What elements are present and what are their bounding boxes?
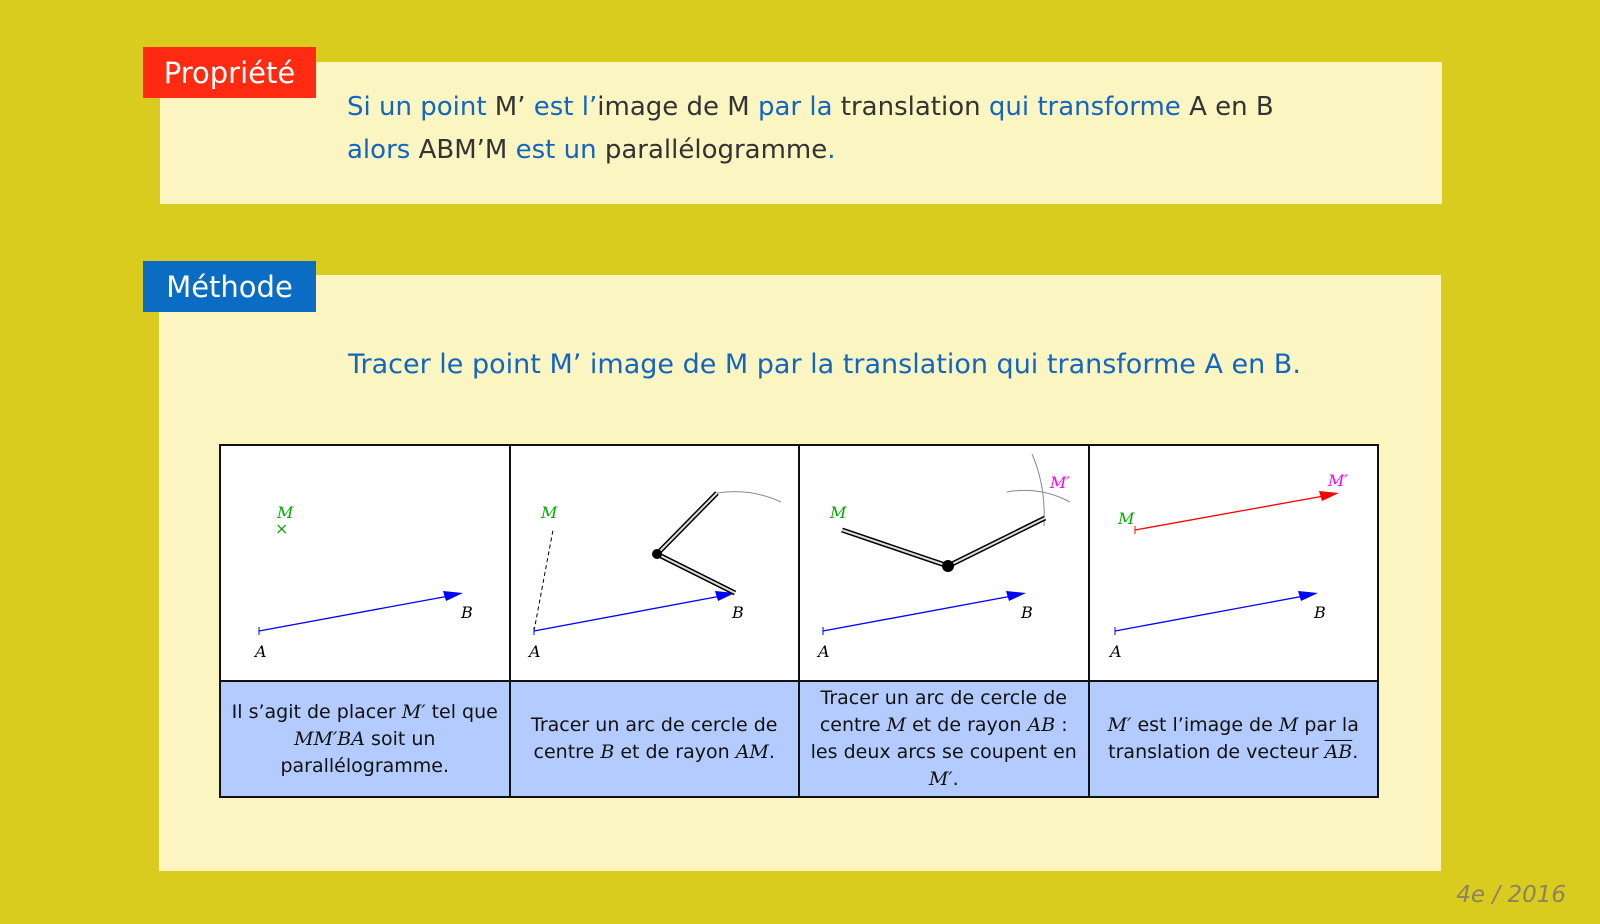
step-3-caption <box>799 681 1089 797</box>
statement-segment: translation <box>840 92 989 122</box>
caption-text: Il s’agit de placer <box>231 700 402 723</box>
label-a: A <box>528 642 541 661</box>
statement-segment: ABM’M <box>418 135 516 165</box>
step-1-diagram <box>221 446 506 680</box>
arrowhead <box>1006 591 1026 601</box>
arrowhead <box>1298 591 1318 601</box>
label-m-prime: M′ <box>1327 471 1348 490</box>
step-2-caption <box>510 681 800 797</box>
statement-segment: est l’ <box>533 92 598 122</box>
arc-center-b <box>717 492 781 502</box>
step-2-figure <box>510 445 800 681</box>
caption-math: $\overline{AB}$ <box>1324 741 1353 763</box>
caption-text: par la translation de vecteur <box>1108 714 1359 763</box>
caption-text: : les deux arcs se coupent en <box>810 714 1077 763</box>
statement-segment: . <box>827 135 836 165</box>
label-b: B <box>731 603 744 622</box>
step-2-diagram <box>511 446 796 680</box>
step-4-diagram <box>1090 446 1375 680</box>
caption-text: . <box>952 768 959 790</box>
statement-segment: par la <box>757 92 841 122</box>
vector-ab <box>259 596 449 631</box>
step-3-figure <box>799 445 1089 681</box>
propriete-tag: Propriété <box>143 47 316 98</box>
step-1-caption <box>220 681 510 797</box>
label-b: B <box>1021 603 1033 622</box>
caption-math: AB <box>1027 714 1056 736</box>
label-a: A <box>255 642 267 661</box>
methode-title: Tracer le point M’ image de M par la translation qui transforme A en B. <box>348 349 1301 380</box>
vector-ab <box>823 596 1012 631</box>
footer-level-year: 4e / 2016 <box>1456 882 1566 908</box>
method-steps-table <box>219 444 1379 798</box>
arc-center-m <box>1007 490 1070 502</box>
statement-segment: Si un point <box>347 92 495 122</box>
statement-segment: qui transforme <box>988 92 1190 122</box>
caption-text: et de rayon <box>614 741 736 763</box>
label-b: B <box>1313 603 1326 622</box>
propriete-statement <box>347 86 1274 172</box>
arrowhead-red <box>1319 491 1339 501</box>
caption-math: M′ <box>928 768 953 790</box>
statement-segment: image de M <box>597 92 758 122</box>
compass-highlight <box>657 493 735 593</box>
label-m: M <box>1117 509 1134 528</box>
caption-math: M <box>886 714 907 736</box>
caption-math: MM′BA <box>294 727 365 750</box>
caption-math: AM <box>735 741 769 763</box>
compass-icon <box>842 518 1045 566</box>
caption-text: tel que <box>425 700 498 723</box>
propriete-line-2 <box>347 129 1274 172</box>
arrowhead <box>443 591 463 601</box>
step-4-figure <box>1089 445 1379 681</box>
vector-mm-prime <box>1135 496 1324 530</box>
step-3-diagram <box>800 446 1085 680</box>
vector-ab <box>534 596 721 631</box>
propriete-line-1 <box>347 86 1274 129</box>
label-m: M <box>830 503 847 522</box>
caption-text: . <box>768 741 775 763</box>
step-4-caption <box>1089 681 1379 797</box>
label-a: A <box>1109 642 1122 661</box>
caption-math: M′ <box>1107 714 1132 736</box>
caption-text: et de rayon <box>906 714 1028 736</box>
vector-ab <box>1115 596 1304 631</box>
label-m: M <box>277 503 294 522</box>
caption-text: Tracer un arc de cercle de centre <box>819 687 1067 736</box>
caption-text: Tracer un arc de cercle de centre <box>531 714 778 763</box>
caption-text: est l’image de <box>1131 714 1279 736</box>
label-b: B <box>461 603 473 622</box>
statement-segment: M’ <box>494 92 534 122</box>
statement-segment: est un <box>515 135 605 165</box>
statement-segment: A en B <box>1189 92 1274 122</box>
arc-center-b <box>1032 454 1044 526</box>
label-m: M <box>540 503 557 522</box>
step-1-figure <box>220 445 510 681</box>
caption-math: B <box>600 741 615 763</box>
label-m-prime: M′ <box>1050 473 1071 492</box>
caption-text: . <box>1352 741 1359 763</box>
statement-segment: parallélogramme <box>604 135 828 165</box>
label-a: A <box>818 642 830 661</box>
compass-pivot <box>652 549 662 559</box>
point-m-mark: × <box>275 519 289 538</box>
caption-math: M′ <box>401 700 426 723</box>
dashed-am <box>534 530 553 631</box>
statement-segment: alors <box>347 135 419 165</box>
caption-text: soit un parallélogramme. <box>280 727 450 777</box>
compass-pivot <box>942 560 954 572</box>
methode-tag: Méthode <box>143 261 316 312</box>
caption-math: M <box>1278 714 1299 736</box>
